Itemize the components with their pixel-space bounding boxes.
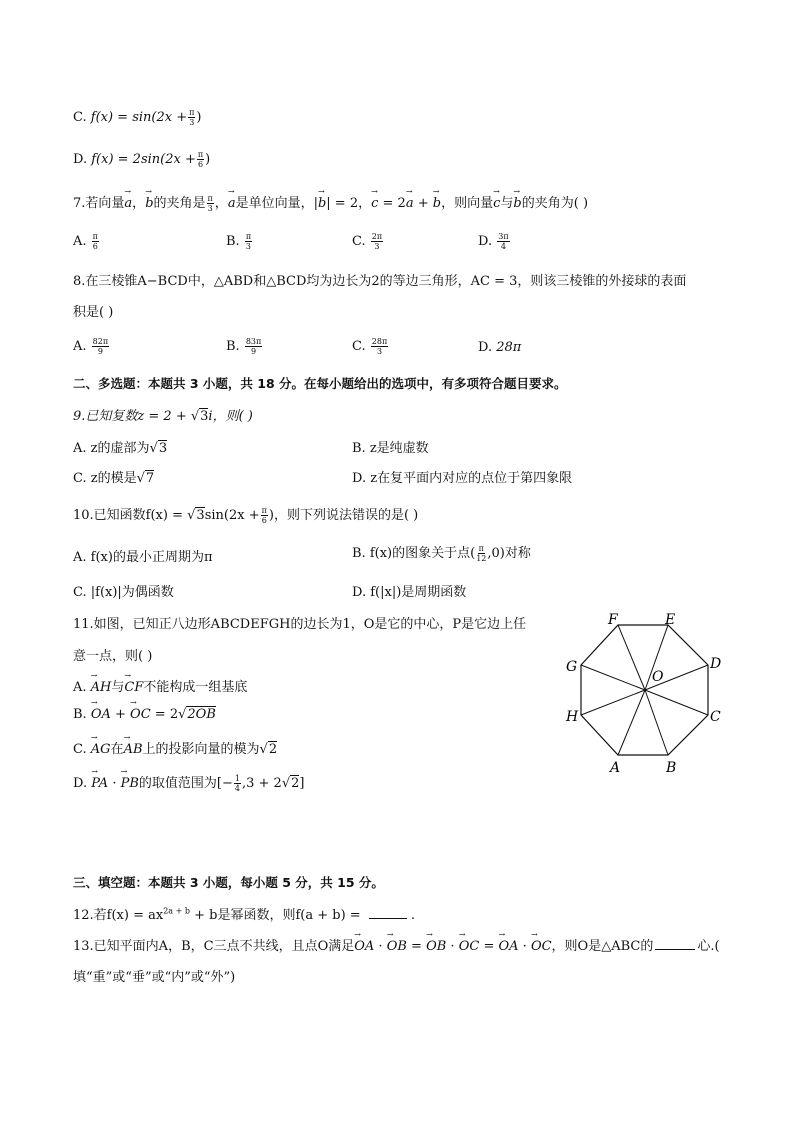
section-3-heading: 三、填空题：本题共 3 小题，每小题 5 分，共 15 分。 (73, 875, 384, 890)
q8-stem-line1: 8.在三棱锥A−BCD中，△ABD和△BCD均为边长为2的等边三角形，AC = 3，则该三棱锥的外接球的表面 (73, 274, 687, 289)
q11-option-c: C. → AG在→ AB上的投影向量的模为√2 (73, 738, 277, 757)
vertex-label-b: B (666, 760, 677, 775)
vertex-label-g: G (566, 659, 578, 675)
q6-option-d: D. f(x) = 2sin(2x + $\frac{\pi}{6}$ ) (73, 150, 211, 169)
q11-stem-line2: 意一点，则( ) (73, 649, 153, 664)
q9-option-b: B. z是纯虚数 (352, 441, 429, 456)
spoke-h (581, 690, 645, 715)
spoke-a (618, 690, 645, 755)
q10-stem: 10.已知函数f(x) = √3sin(2x + $\frac{\pi}{6}$ )，则下列说法错误的是( ) (73, 506, 419, 525)
q8-stem-line2: 积是( ) (73, 305, 114, 320)
q11-option-d: D. → PA · → PB的取值范围为[− $\frac{1}{4}$ ,3 + 2√2] (73, 772, 304, 793)
q7-option-b: B. $\frac{\pi}{3}$ (226, 232, 252, 251)
q9-option-c: C. z的模是√7 (73, 471, 155, 486)
q10-option-a: A. f(x)的最小正周期为π (73, 550, 213, 565)
q9-stem: 9.已知复数z = 2 + √3i，则( ) (73, 409, 253, 424)
q11-option-b: B. → OA + → OC = 2√2OB (73, 707, 216, 722)
vertex-label-f: F (608, 612, 618, 628)
spoke-f (618, 625, 645, 690)
vertex-label-d: D (710, 656, 722, 672)
q8-option-c: C. $\frac{28\pi}{3}$ (352, 337, 388, 356)
vertex-label-h: H (566, 709, 579, 725)
spoke-b (645, 690, 668, 755)
vertex-label-a: A (610, 760, 621, 775)
q8-option-d: D. 28π (478, 340, 522, 355)
q7-stem: 7.若向量→ a，→ b的夹角是 $\frac{\pi}{3}$ ，→ a是单位向量，|→ b| = 2，→ c = 2→ a + → b，则向量→ c与→ b的夹角为( ) (73, 192, 588, 213)
center-label-o: O (652, 669, 664, 685)
section-2-heading: 二、多选题：本题共 3 小题，共 18 分。在每小题给出的选项中，有多项符合题目要求。 (73, 376, 567, 391)
spoke-c (645, 690, 708, 715)
spoke-g (581, 665, 645, 690)
q13-stem-line2: 填“重”或“垂”或“内”或“外”) (73, 970, 236, 985)
q10-option-b: B. f(x)的图象关于点( $\frac{\pi}{12}$ ,0)对称 (352, 544, 531, 563)
octagon-figure (558, 610, 728, 775)
q8-option-b: B. $\frac{83\pi}{9}$ (226, 337, 262, 356)
q6-option-c: C. f(x) = sin(2x + $\frac{\pi}{3}$ ) (73, 108, 202, 127)
q11-option-a: A. → AH与→ CF不能构成一组基底 (73, 676, 247, 695)
q7-option-d: D. $\frac{3\pi}{4}$ (478, 232, 509, 251)
q7-option-c: C. $\frac{2\pi}{3}$ (352, 232, 383, 251)
q8-option-a: A. $\frac{82\pi}{9}$ (73, 337, 109, 356)
q11-stem-line1: 11.如图，已知正八边形ABCDEFGH的边长为1，O是它的中心，P是它边上任 (73, 617, 527, 632)
q9-option-d: D. z在复平面内对应的点位于第四象限 (352, 471, 573, 486)
q9-option-a: A. z的虚部为√3 (73, 441, 168, 456)
q13-answer-blank[interactable] (655, 949, 695, 950)
q10-option-d: D. f(|x|)是周期函数 (352, 585, 467, 600)
q12-stem: 12.若$f(x) = ax^{2a + b} + b$是幂函数，则f(a + b) = . (73, 906, 415, 923)
vertex-label-c: C (710, 709, 721, 725)
q13-stem: 13.已知平面内A，B，C三点不共线，且点O满足→ OA · → OB = → OB · → OC = → OA · → OC，则O是△ABC的 心.( (73, 935, 720, 954)
q12-answer-blank[interactable] (369, 918, 407, 919)
vertex-label-e: E (665, 612, 676, 628)
q10-option-c: C. |f(x)|为偶函数 (73, 585, 174, 600)
q7-option-a: A. $\frac{\pi}{6}$ (73, 232, 98, 251)
